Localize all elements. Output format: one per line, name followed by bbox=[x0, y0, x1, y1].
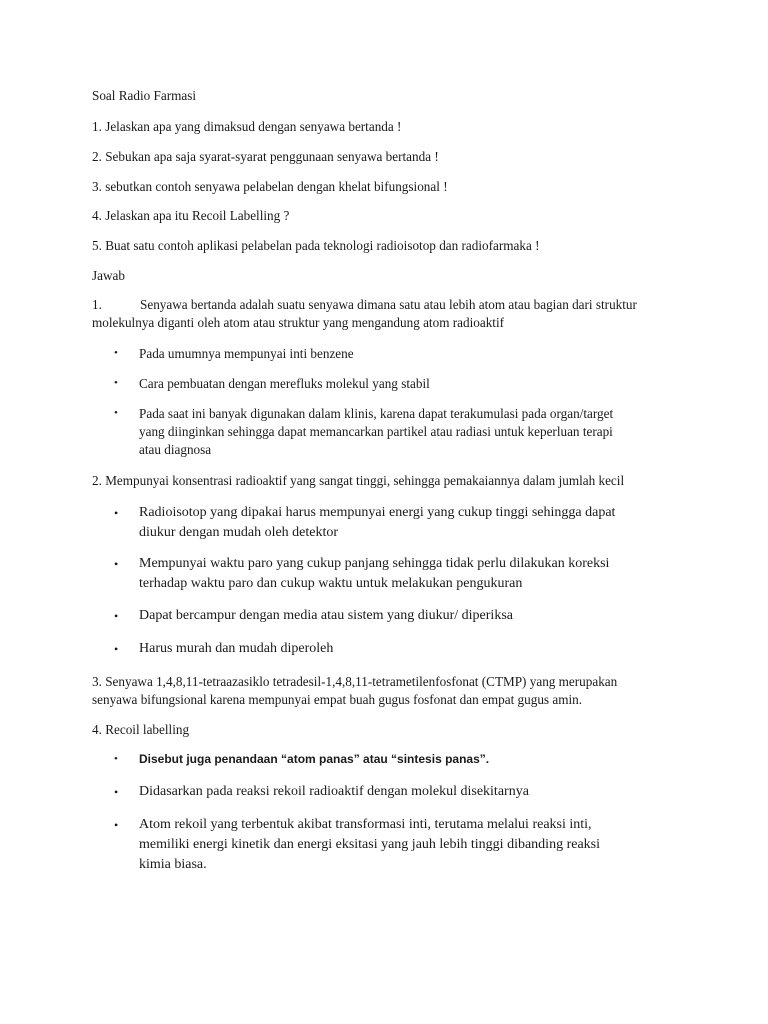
bullet-icon: • bbox=[114, 818, 119, 832]
answer-heading: Jawab bbox=[92, 268, 125, 283]
answer-1-bullet-3-line-1: Pada saat ini banyak digunakan dalam klinis, karena dapat terakumulasi pada organ/target bbox=[139, 406, 614, 421]
answer-2-text: 2. Mempunyai konsentrasi radioaktif yang sangat tinggi, sehingga pemakaiannya dalam jumlah kecil bbox=[92, 473, 625, 488]
question-4: 4. Jelaskan apa itu Recoil Labelling ? bbox=[92, 208, 290, 223]
answer-4-heading: 4. Recoil labelling bbox=[92, 722, 190, 737]
question-1: 1. Jelaskan apa yang dimaksud dengan senyawa bertanda ! bbox=[92, 119, 402, 134]
answer-4-bullet-3-line-2: memiliki energi kinetik dan energi eksitasi yang jauh lebih tinggi dibanding reaksi bbox=[139, 837, 600, 852]
bullet-icon: • bbox=[114, 506, 119, 520]
answer-1-bullet-2: Cara pembuatan dengan merefluks molekul yang stabil bbox=[139, 376, 430, 391]
answer-4-bullet-3-line-1: Atom rekoil yang terbentuk akibat transformasi inti, terutama melalui reaksi inti, bbox=[139, 817, 592, 832]
answer-4-bullet-1: Disebut juga penandaan “atom panas” atau “sintesis panas”. bbox=[139, 752, 490, 766]
answer-1-bullet-1: Pada umumnya mempunyai inti benzene bbox=[139, 346, 354, 361]
answer-4-bullet-2: Didasarkan pada reaksi rekoil radioaktif dengan molekul disekitarnya bbox=[139, 784, 529, 799]
bullet-icon: • bbox=[114, 347, 118, 359]
question-2: 2. Sebukan apa saja syarat-syarat penggunaan senyawa bertanda ! bbox=[92, 149, 439, 164]
answer-1-bullet-3-line-2: yang diinginkan sehingga dapat memancarkan partikel atau radiasi untuk keperluan terapi bbox=[139, 424, 613, 439]
bullet-icon: • bbox=[114, 377, 118, 389]
bullet-icon: • bbox=[114, 753, 118, 765]
answer-2-bullet-2-line-1: Mempunyai waktu paro yang cukup panjang sehingga tidak perlu dilakukan koreksi bbox=[139, 556, 610, 571]
answer-1-number: 1. bbox=[92, 297, 102, 312]
bullet-icon: • bbox=[114, 557, 119, 571]
document-title: Soal Radio Farmasi bbox=[92, 88, 197, 103]
answer-2-bullet-1-line-1: Radioisotop yang dipakai harus mempunyai energi yang cukup tinggi sehingga dapat bbox=[139, 505, 616, 520]
bullet-icon: • bbox=[114, 609, 119, 623]
answer-2-bullet-1-line-2: diukur dengan mudah oleh detektor bbox=[139, 525, 339, 540]
question-5: 5. Buat satu contoh aplikasi pelabelan pada teknologi radioisotop dan radiofarmaka ! bbox=[92, 238, 540, 253]
answer-3-line-2: senyawa bifungsional karena mempunyai empat buah gugus fosfonat dan empat gugus amin. bbox=[92, 692, 583, 707]
bullet-icon: • bbox=[114, 642, 119, 656]
answer-1-line-2: molekulnya diganti oleh atom atau struktur yang mengandung atom radioaktif bbox=[92, 315, 505, 330]
bullet-icon: • bbox=[114, 407, 118, 419]
answer-4-bullet-3-line-3: kimia biasa. bbox=[139, 857, 207, 872]
answer-1-bullet-3-line-3: atau diagnosa bbox=[139, 442, 212, 457]
answer-2-bullet-2-line-2: terhadap waktu paro dan cukup waktu untuk melakukan pengukuran bbox=[139, 576, 523, 591]
answer-1-line-1: 1. Senyawa bertanda adalah suatu senyawa dimana satu atau lebih atom atau bagian dari struktur bbox=[92, 297, 637, 312]
answer-3-line-1: 3. Senyawa 1,4,8,11-tetraazasiklo tetradesil-1,4,8,11-tetrametilenfosfonat (CTMP) yang merupakan bbox=[92, 674, 618, 689]
answer-2-bullet-3: Dapat bercampur dengan media atau sistem yang diukur/ diperiksa bbox=[139, 608, 513, 623]
answer-2-bullet-4: Harus murah dan mudah diperoleh bbox=[139, 641, 334, 656]
bullet-icon: • bbox=[114, 785, 119, 799]
question-3: 3. sebutkan contoh senyawa pelabelan dengan khelat bifungsional ! bbox=[92, 179, 448, 194]
